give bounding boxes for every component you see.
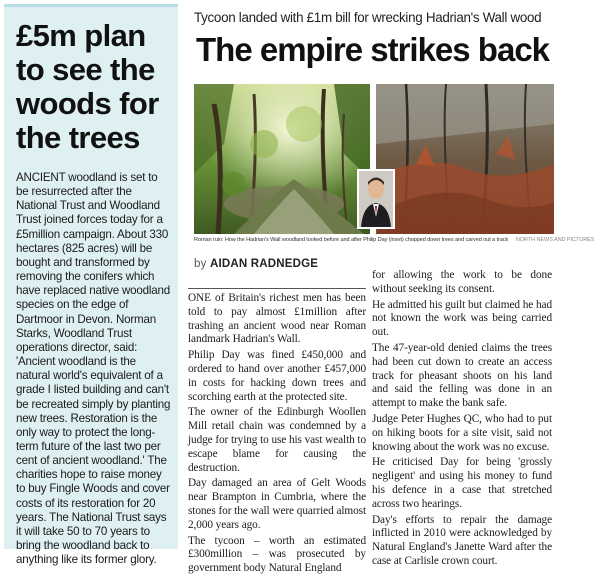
woodland-after-image xyxy=(376,84,554,234)
photo-woodland-before xyxy=(194,84,370,234)
article-paragraph: The tycoon – worth an estimated £300million – was prosecuted by government body Natural England xyxy=(188,534,366,575)
byline-name: AIDAN RADNEDGE xyxy=(209,258,319,270)
article-paragraph: Judge Peter Hughes QC, who had to put on hiking boots for a site visit, said not knowing about the work was no excuse. xyxy=(372,412,552,453)
photo-woodland-after xyxy=(376,84,554,234)
inset-portrait-philip-day xyxy=(357,169,395,229)
article-headline: The empire strikes back xyxy=(196,31,550,68)
article-paragraph: The owner of the Edinburgh Woollen Mill retail chain was condemned by a judge for trying to use his vast wealth to escape blame for causing the destruction. xyxy=(188,406,366,474)
portrait-image xyxy=(359,171,393,227)
article-paragraph: Day's efforts to repair the damage inflicted in 2010 were acknowledged by Natural England's Janette Ward after the case at Carlisle crown court. xyxy=(372,513,552,567)
byline xyxy=(194,258,318,270)
caption-text: Roman ruin: How the Hadrian's Wall woodland looked before and after Philip Day (inset) chopped down trees and carved out a track xyxy=(194,237,509,243)
photo-caption xyxy=(194,237,594,243)
article-paragraph: He admitted his guilt but claimed he had not known the work was being carried out. xyxy=(372,298,552,339)
caption-credit: NORTH NEWS AND PICTURES xyxy=(515,237,594,243)
article-paragraph: ONE of Britain's richest men has been told to pay almost £1million after trashing an ancient wood near Roman landmark Hadrian's Wall. xyxy=(188,292,366,346)
article-paragraph: Philip Day was fined £450,000 and ordered to hand over another £457,000 in costs for hacking down trees and scorching earth at the protected site. xyxy=(188,349,366,403)
article-column-right xyxy=(372,269,552,571)
sidebar-headline: £5m plan to see the woods for the trees xyxy=(16,18,159,155)
sidebar-body: ANCIENT woodland is set to be resurrected after the National Trust and Woodland Trust joined forces today for a £5million campaign. About 330 hectares (825 acres) will be bought and transformed by removing the conifers which have replaced native woodland species on the edge of Dartmoor in Devon. Norman Starks, Woodland Trust operations director, said: 'Ancient woodland is the natural world's equivalent of a grade I listed building and can't be recreated simply by planting new trees. Restoration is the only way to protect the long-term future of the last two per cent of ancient woodland.' The charities hope to raise money to buy Fingle Woods and cover costs of its restoration for 20 years. The National Trust says it will take 50 to 70 years to bring the woodland back to anything like its former glory. xyxy=(16,171,171,567)
woodland-before-image xyxy=(194,84,370,234)
byline-prefix: by xyxy=(194,258,207,270)
article-paragraph: for allowing the work to be done without seeking its consent. xyxy=(372,269,552,295)
article-column-left xyxy=(188,288,366,575)
sidebar-story xyxy=(4,4,178,567)
article-kicker: Tycoon landed with £1m bill for wrecking Hadrian's Wall wood xyxy=(194,10,542,25)
main-article xyxy=(186,4,594,575)
article-paragraph: Day damaged an area of Gelt Woods near Brampton in Cumbria, where the stones for the wall were quarried almost 2,000 years ago. xyxy=(188,477,366,531)
article-paragraph: The 47-year-old denied claims the trees had been cut down to create an access track for pheasant shoots on his land and said the felling was done in an attempt to make the bank safe. xyxy=(372,341,552,410)
article-paragraph: He criticised Day for being 'grossly negligent' and using his money to fund his defence in a case that stretched across two hearings. xyxy=(372,456,552,510)
